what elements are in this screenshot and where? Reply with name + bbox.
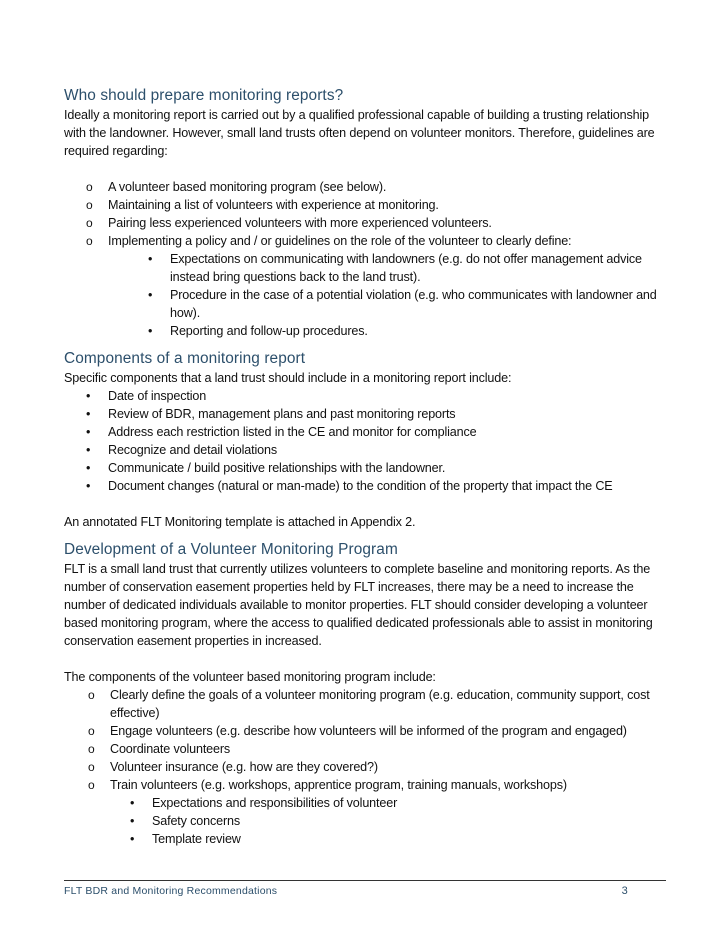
section-heading-volunteer-program: Development of a Volunteer Monitoring Program <box>64 541 398 558</box>
list-item: • Expectations on communicating with landowners (e.g. do not offer management advice instead bring questions back to the land trust). <box>148 252 642 284</box>
bullet-icon: • <box>86 443 91 457</box>
bullet-icon: • <box>130 832 135 846</box>
page-content <box>64 86 668 848</box>
list-item: • Review of BDR, management plans and past monitoring reports <box>86 407 456 421</box>
page-number: 3 <box>621 885 628 897</box>
list-item: o Pairing less experienced volunteers with more experienced volunteers. <box>86 216 492 230</box>
circle-bullet-icon: o <box>86 180 93 194</box>
program-components-list <box>64 686 668 794</box>
list-item: o Engage volunteers (e.g. describe how volunteers will be informed of the program and engaged) <box>88 724 627 738</box>
list-item: • Address each restriction listed in the CE and monitor for compliance <box>86 425 477 439</box>
page-footer <box>64 880 666 897</box>
bullet-icon: • <box>86 389 91 403</box>
section-heading-components: Components of a monitoring report <box>64 350 306 367</box>
bullet-icon: • <box>130 814 135 828</box>
circle-bullet-icon: o <box>86 216 93 230</box>
list-item: o Implementing a policy and / or guidelines on the role of the volunteer to clearly define: <box>86 234 572 248</box>
circle-bullet-icon: o <box>88 724 95 738</box>
section-heading-who-prepares: Who should prepare monitoring reports? <box>64 87 344 104</box>
circle-bullet-icon: o <box>86 198 93 212</box>
list-item: o A volunteer based monitoring program (see below). <box>86 180 387 194</box>
circle-bullet-icon: o <box>88 778 95 792</box>
bullet-icon: • <box>148 252 153 266</box>
circle-bullet-icon: o <box>88 688 95 702</box>
bullet-icon: • <box>86 479 91 493</box>
list-item: • Template review <box>130 832 241 846</box>
list-item: o Coordinate volunteers <box>88 742 231 756</box>
components-list <box>64 387 668 495</box>
list-item: o Clearly define the goals of a volunteer monitoring program (e.g. education, community support, cost effective) <box>88 688 650 720</box>
circle-bullet-icon: o <box>86 234 93 248</box>
list-item: • Document changes (natural or man-made) to the condition of the property that impact the CE <box>86 479 613 493</box>
list-item: • Expectations and responsibilities of volunteer <box>130 796 398 810</box>
volunteer-role-list <box>64 250 668 340</box>
list-item: • Procedure in the case of a potential violation (e.g. who communicates with landowner and how). <box>148 288 657 320</box>
section-paragraph: Specific components that a land trust should include in a monitoring report include: <box>64 371 512 385</box>
list-item: • Reporting and follow-up procedures. <box>148 324 368 338</box>
list-item: o Volunteer insurance (e.g. how are they covered?) <box>88 760 378 774</box>
list-item: o Train volunteers (e.g. workshops, apprentice program, training manuals, workshops) <box>88 778 567 792</box>
section-paragraph: The components of the volunteer based monitoring program include: <box>64 670 436 684</box>
list-item: • Recognize and detail violations <box>86 443 277 457</box>
list-item: • Communicate / build positive relationships with the landowner. <box>86 461 446 475</box>
appendix-note: An annotated FLT Monitoring template is attached in Appendix 2. <box>64 515 416 529</box>
section-paragraph: FLT is a small land trust that currently utilizes volunteers to complete baseline and monitoring reports. As the number of conservation easement properties held by FLT increases, there may be a need to increase the number of dedicated individuals available to monitor properties. FLT should consider developing a volunteer based monitoring program, where the access to qualified dedicated professionals able to assist in monitoring conservation easement properties in increased. <box>64 562 653 648</box>
bullet-icon: • <box>86 425 91 439</box>
list-item: o Maintaining a list of volunteers with experience at monitoring. <box>86 198 439 212</box>
list-item: • Date of inspection <box>86 389 207 403</box>
circle-bullet-icon: o <box>88 760 95 774</box>
bullet-icon: • <box>130 796 135 810</box>
guidelines-list <box>64 178 668 250</box>
section-paragraph: Ideally a monitoring report is carried out by a qualified professional capable of building a trusting relationship with the landowner. However, small land trusts often depend on volunteer monitors. Therefore, guidelines are required regarding: <box>64 108 655 158</box>
training-list <box>64 794 668 848</box>
bullet-icon: • <box>148 288 153 302</box>
bullet-icon: • <box>86 461 91 475</box>
circle-bullet-icon: o <box>88 742 95 756</box>
list-item: • Safety concerns <box>130 814 241 828</box>
bullet-icon: • <box>148 324 153 338</box>
footer-title: FLT BDR and Monitoring Recommendations <box>64 885 278 897</box>
bullet-icon: • <box>86 407 91 421</box>
